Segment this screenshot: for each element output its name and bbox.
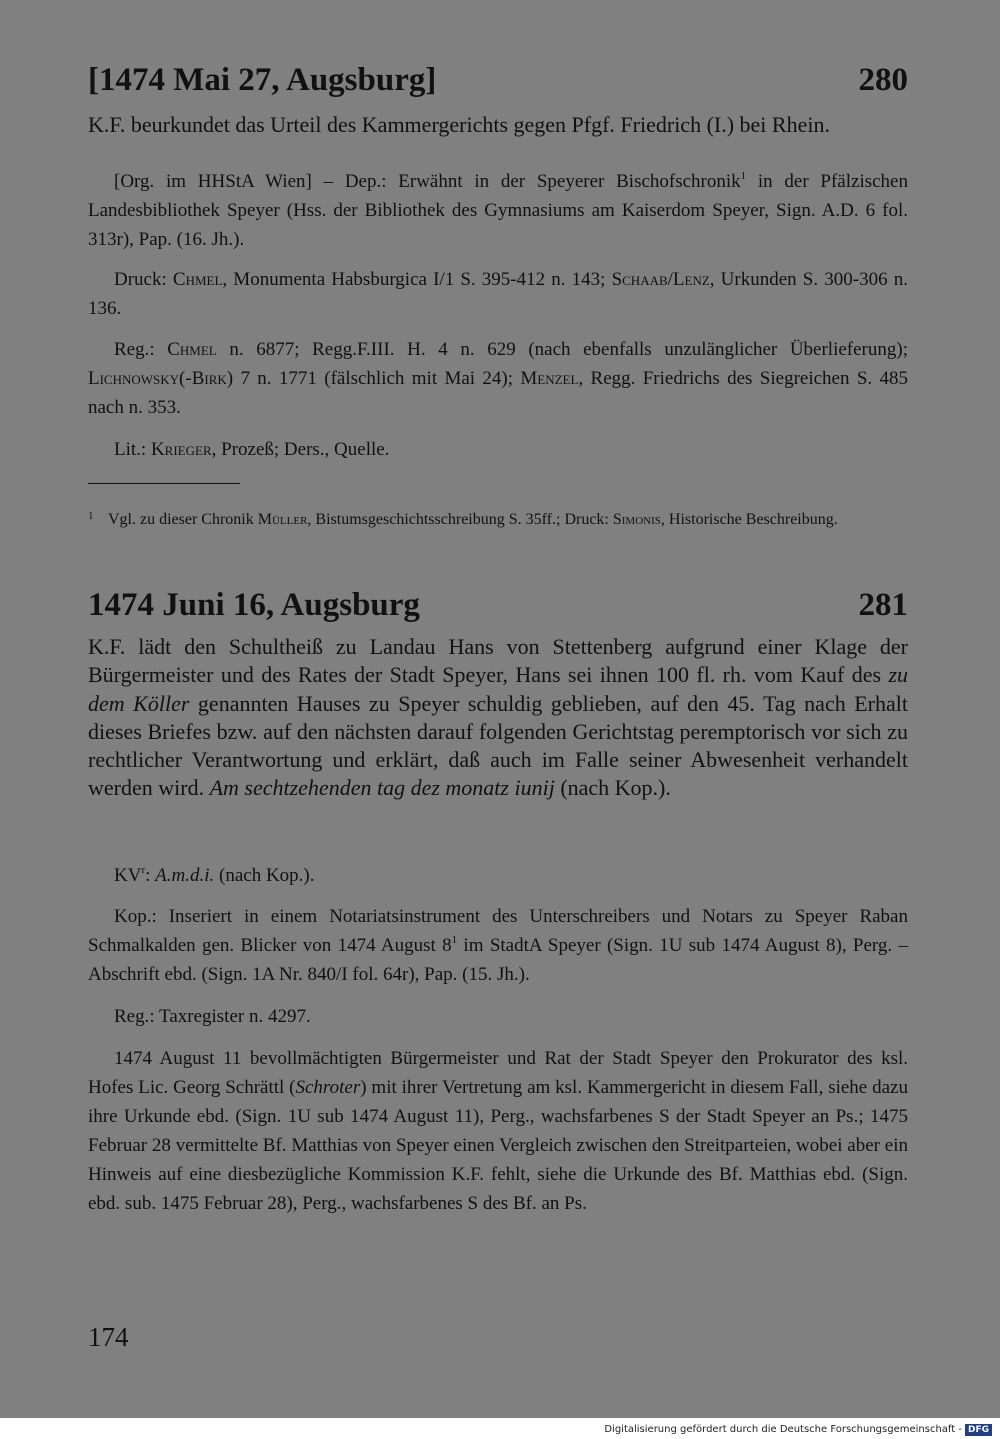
footnote: 1 Vgl. zu dieser Chronik Müller, Bistumsgeschichtsschreibung S. 35ff.; Druck: Simonis, Historische Beschreibung. [88, 509, 908, 531]
literature-paragraph: Lit.: Krieger, Prozeß; Ders., Quelle. [114, 439, 390, 460]
footnote-mark: 1 [88, 510, 94, 522]
kv-paragraph: $KV^r$: A.m.d.i. (nach Kop.). [114, 863, 315, 886]
entry-281-header [88, 587, 908, 623]
footnote-ref: 1 [740, 169, 747, 182]
entry-heading: 1474 Juni 16, Augsburg [88, 587, 420, 623]
entry-summary: K.F. beurkundet das Urteil des Kammergerichts gegen Pfgf. Friedrich (I.) bei Rhein. [88, 112, 830, 137]
credit-text: Digitalisierung gefördert durch die Deutsche Forschungsgemeinschaft - [604, 1424, 962, 1435]
druck-paragraph: Druck: Chmel, Monumenta Habsburgica I/1 S. 395-412 n. 143; Schaab/Lenz, Urkunden S. 300-306 n. 136. [88, 269, 908, 319]
entry-280-header [88, 62, 908, 98]
dfg-logo: DFG [965, 1424, 992, 1436]
kop-paragraph: Kop.: Inseriert in einem Notariatsinstrument des Unterschreibers und Notars zu Speyer Raban Schmalkalden gen. Blicker von 1474 August $8^1$ im StadtA Speyer (Sign. 1U sub 1474 August 8), Perg. – Abschrift ebd. (Sign. 1A Nr. 840/I fol. 64r), Pap. (15. Jh.). [88, 906, 908, 985]
taxregister-paragraph: Reg.: Taxregister n. 4297. [114, 1006, 311, 1027]
digitization-credit [604, 1423, 992, 1436]
source-paragraph: [Org. im HHStA Wien] – Dep.: Erwähnt in der Speyerer Bischofschronik$^1$ in der Pfälzischen Landesbibliothek Speyer (Hss. der Bibliothek des Gymnasiums am Kaiserdom Speyer, Sign. A.D. 6 fol. 313r), Pap. (16. Jh.). [88, 169, 908, 250]
page-number: 174 [88, 1322, 129, 1352]
note-paragraph: 1474 August 11 bevollmächtigten Bürgermeister und Rat der Stadt Speyer den Prokurator des ksl. Hofes Lic. Georg Schrättl (Schroter) mit ihrer Vertretung am ksl. Kammergericht in diesem Fall, siehe dazu ihre Urkunde ebd. (Sign. 1U sub 1474 August 11), Perg., wachsfarbenes S der Stadt Speyer an Ps.; 1475 Februar 28 vermittelte Bf. Matthias von Speyer einen Vergleich zwischen den Streitparteien, wobei aber ein Hinweis auf eine diesbezügliche Kommission K.F. fehlt, siehe die Urkunde des Bf. Matthias ebd. (Sign. ebd. sub. 1475 Februar 28), Perg., wachsfarbenes S des Bf. an Ps. [88, 1048, 908, 1214]
entry-number: 280 [858, 62, 908, 98]
entry-summary: K.F. lädt den Schultheiß zu Landau Hans von Stettenberg aufgrund einer Klage der Bürgermeister und des Rates der Stadt Speyer, Hans sei ihnen 100 fl. rh. vom Kauf des zu dem Köller genannten Hauses zu Speyer schuldig geblieben, auf den 45. Tag nach Erhalt dieses Briefes bzw. auf den nächsten darauf folgenden Gerichtstag peremptorisch vor sich zu rechtlicher Verantwortung und erklärt, daß auch im Falle seiner Abwesenheit verhandelt werden wird. Am sechtzehenden tag dez monatz iunij (nach Kop.). [88, 634, 908, 801]
footnote-divider [88, 483, 240, 484]
regest-paragraph: Reg.: Chmel n. 6877; Regg.F.III. H. 4 n. 629 (nach ebenfalls unzulänglicher Überlieferung); Lichnowsky(-Birk) 7 n. 1771 (fälschlich mit Mai 24); Menzel, Regg. Friedrichs des Siegreichen S. 485 nach n. 353. [88, 339, 908, 418]
footnote-ref: 1 [451, 933, 458, 946]
entry-number: 281 [858, 587, 908, 623]
entry-heading: [1474 Mai 27, Augsburg] [88, 62, 437, 98]
